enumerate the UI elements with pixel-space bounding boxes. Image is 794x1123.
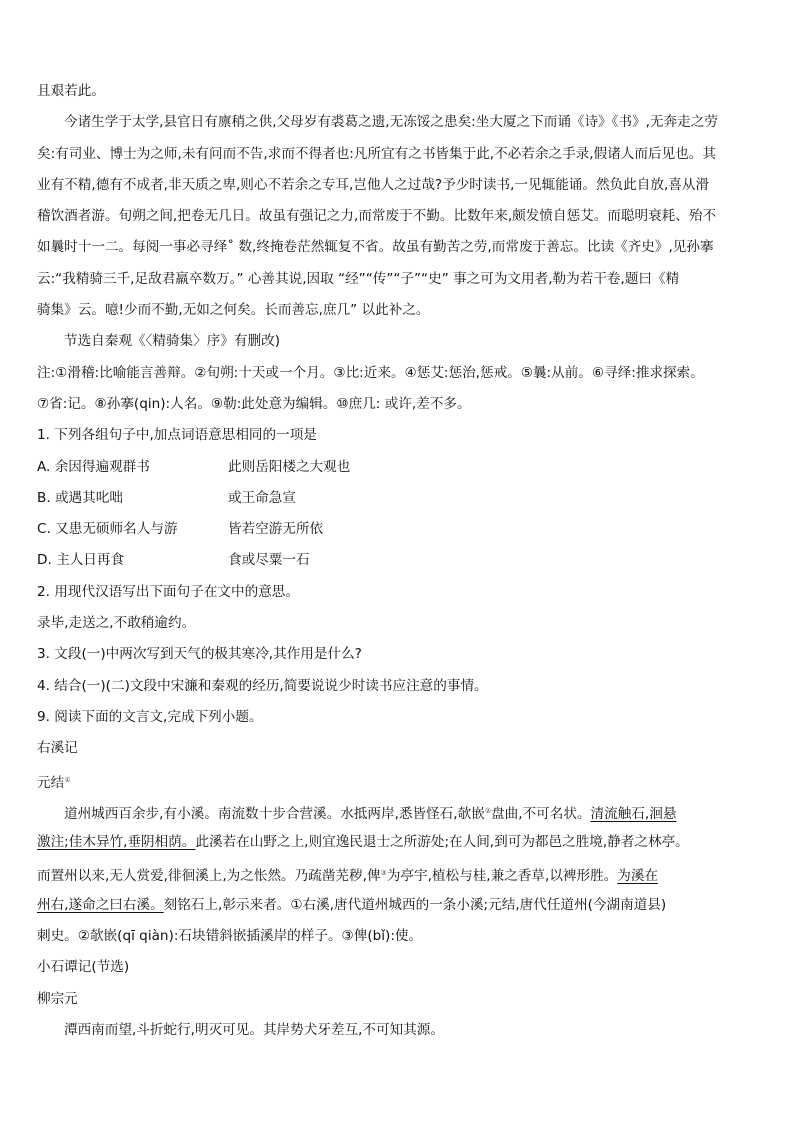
underlined-sentence: 清流触石,洄悬 (590, 805, 677, 822)
text-author-yuanjie (37, 765, 762, 796)
text-title-xiaoshitanji: 小石谭记(节选) (37, 959, 130, 976)
question-9: 9. 阅读下面的文言文,完成下列小题。 (37, 708, 263, 725)
passage-text: 而置州以来,无人赏爱,徘徊溪上,为之怅然。乃疏凿芜秽,俾 (37, 868, 381, 885)
passage-line: 矣:有司业、博士为之师,未有问而不告,求而不得者也:凡所宜有之书皆集于此,不必若余之手录,假诸人而后见也。其 (37, 145, 716, 162)
passage-line (37, 796, 762, 827)
question-1: 1. 下列各组句子中,加点词语意思相同的一项是 (37, 427, 317, 444)
annotation-line: ⑦省:记。⑧孙搴(qin):人名。⑨勒:此处意为编辑。⑩庶几: 或许,差不多。 (37, 395, 471, 412)
footnote-mark: ① (64, 775, 71, 784)
question-3: 3. 文段(一)中两次写到天气的极其寒冷,其作用是什么? (37, 646, 362, 663)
question-2-sentence: 录毕,走送之,不敢稍逾约。 (37, 615, 196, 632)
document-page (37, 76, 762, 1046)
passage-line: 且艰若此。 (37, 83, 105, 99)
passage-line: 今诸生学于太学,县官日有廪稍之供,父母岁有裘葛之遗,无冻馁之患矣:坐大厦之下而诵《诗》《书》,无奔走之劳 (64, 114, 718, 131)
option-b-right: 或王命急宣 (228, 489, 296, 506)
option-d-left: D. 主人日再食 (37, 552, 125, 569)
passage-line (37, 890, 762, 921)
option-b (37, 483, 762, 514)
option-c-left: C. 又患无硕师名人与游 (37, 521, 178, 538)
underlined-sentence: 州右,遂命之曰右溪。 (37, 896, 164, 913)
passage-text: 刻铭石上,彰示来者。①右溪,唐代道州城西的一条小溪;元结,唐代任道州(今湖南道县) (163, 896, 667, 913)
option-b-left: B. 或遇其叱咄 (37, 489, 123, 506)
passage-line: 骑集》云。噫!少而不勤,无如之何矣。长而善忘,庶几” 以此补之。 (37, 302, 430, 319)
passage-source: 节选自秦观《〈精骑集〉序》有删改) (64, 333, 281, 350)
text-author-liuzongyuan: 柳宗元 (37, 990, 78, 1007)
option-c-right: 皆若空游无所依 (228, 521, 324, 538)
option-a-right: 此则岳阳楼之大观也 (228, 458, 351, 475)
passage-text: 此溪若在山野之上,则宜逸民退士之所游处;在人间,到可为都邑之胜境,静者之林亭。 (195, 834, 689, 851)
passage-line: 稽饮酒者游。旬朔之间,把卷无几日。故虽有强记之力,而常废于不勤。比数年来,颇发愤自惩艾。而聪明衰耗、殆不 (37, 208, 717, 225)
passage-text: 为亭宇,植松与桂,兼之香草,以裨形胜。 (386, 868, 618, 885)
passage-line: 如曩时十一二。每阅一事必寻绎˚ 数,终掩卷茫然辄复不省。故虽有勤苦之劳,而常废于善忘。比读《齐史》,见孙搴 (37, 239, 714, 256)
question-2: 2. 用现代汉语写出下面句子在文中的意思。 (37, 583, 299, 600)
option-d-right: 食或尽粟一石 (228, 552, 310, 569)
option-c (37, 514, 762, 545)
option-d (37, 545, 762, 576)
text-title-youxiji: 右溪记 (37, 740, 78, 757)
annotation-line: 刺史。②欹嵌(qī qiàn):石块错斜嵌插溪岸的样子。③俾(bǐ):使。 (37, 928, 423, 945)
passage-line (37, 858, 762, 889)
footnote-mark: ③ (380, 869, 387, 878)
passage-line: 潭西南而望,斗折蛇行,明灭可见。其岸势犬牙差互,不可知其源。 (64, 1021, 444, 1038)
passage-text: 盘曲,不可名状。 (491, 805, 591, 822)
footnote-mark: ② (484, 806, 492, 815)
author-name: 元结 (37, 774, 65, 791)
question-4: 4. 结合(一)(二)文段中宋濂和秦观的经历,简要说说少时读书应注意的事情。 (37, 677, 488, 694)
underlined-sentence: 为溪在 (617, 868, 659, 885)
passage-text: 道州城西百余步,有小溪。南流数十步合营溪。水抵两岸,悉皆怪石,欹嵌 (64, 805, 485, 822)
passage-line (37, 827, 762, 858)
passage-line: 业有不精,德有不成者,非天质之卑,则心不若余之专耳,岂他人之过哉?予少时读书,一见辄能诵。然负此自放,喜从滑 (37, 176, 710, 193)
option-a-left: A. 余因得遍观群书 (37, 458, 150, 475)
option-a (37, 452, 762, 483)
underlined-sentence: 激注;佳木异竹,垂阴相荫。 (37, 834, 196, 851)
passage-line: 云:“我精骑三千,足敌君羸卒数万。” 心善其说,因取 “经”“传”“子”“史” 事之可为文用者,勒为若干卷,题曰《精 (37, 270, 680, 287)
annotation-line: 注:①滑稽:比喻能言善辩。②旬朔:十天或一个月。③比:近来。④惩艾:惩治,惩戒。⑤曩:从前。⑥寻绎:推求探索。 (37, 364, 704, 381)
